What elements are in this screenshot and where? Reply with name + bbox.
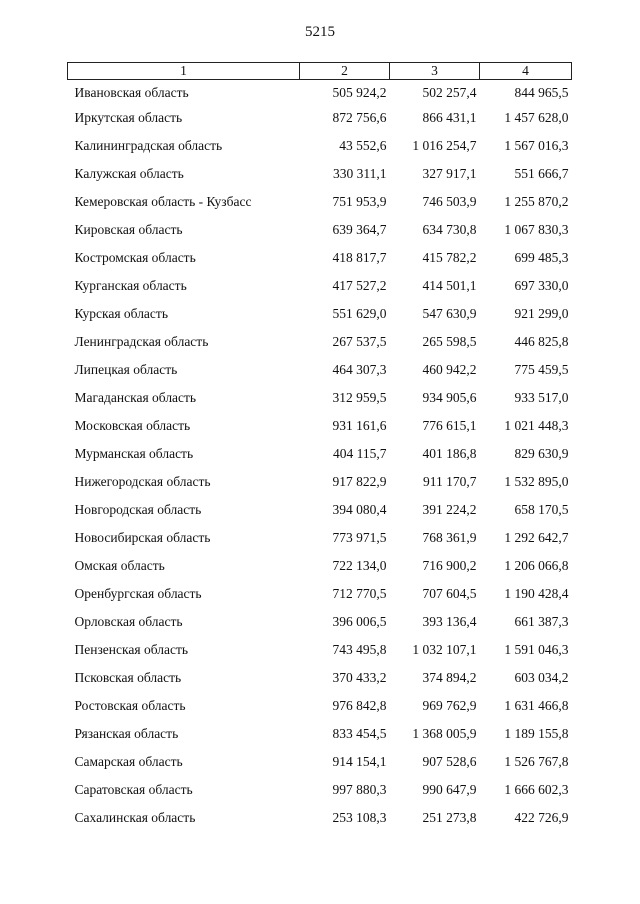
value-cell-col-4: 775 459,5 — [514, 362, 569, 377]
header-row — [68, 63, 572, 80]
value-cell-col-4: 1 021 448,3 — [504, 418, 569, 433]
table-row — [68, 132, 572, 160]
table-row — [68, 552, 572, 580]
column-header-4: 4 — [480, 63, 572, 80]
region-name-cell: Магаданская область — [74, 390, 197, 405]
table-row — [68, 440, 572, 468]
value-cell-col-2: 751 953,9 — [332, 194, 387, 209]
table-row — [68, 216, 572, 244]
region-name-cell: Самарская область — [74, 754, 183, 769]
value-cell-col-4: 844 965,5 — [514, 85, 569, 100]
value-cell-col-3: 502 257,4 — [422, 85, 477, 100]
value-cell-col-2: 997 880,3 — [332, 782, 387, 797]
value-cell-col-4: 1 567 016,3 — [504, 138, 569, 153]
value-cell-col-3: 969 762,9 — [422, 698, 477, 713]
value-cell-col-4: 1 189 155,8 — [504, 726, 569, 741]
value-cell-col-3: 776 615,1 — [422, 418, 477, 433]
table-row — [68, 384, 572, 412]
value-cell-col-2: 917 822,9 — [332, 474, 387, 489]
value-cell-col-3: 746 503,9 — [422, 194, 477, 209]
value-cell-col-3: 327 917,1 — [422, 166, 477, 181]
value-cell-col-4: 1 255 870,2 — [504, 194, 569, 209]
region-name-cell: Ростовская область — [74, 698, 186, 713]
value-cell-col-4: 1 292 642,7 — [504, 530, 569, 545]
value-cell-col-3: 415 782,2 — [422, 250, 477, 265]
value-cell-col-4: 1 666 602,3 — [504, 782, 569, 797]
table-row — [68, 776, 572, 804]
region-name-cell: Липецкая область — [74, 362, 178, 377]
value-cell-col-2: 505 924,2 — [332, 85, 387, 100]
region-name-cell: Иркутская область — [74, 110, 183, 125]
value-cell-col-4: 699 485,3 — [514, 250, 569, 265]
column-header-1: 1 — [68, 63, 300, 80]
value-cell-col-2: 712 770,5 — [332, 586, 387, 601]
table-row — [68, 104, 572, 132]
value-cell-col-3: 460 942,2 — [422, 362, 477, 377]
table-row — [68, 580, 572, 608]
table-row — [68, 468, 572, 496]
value-cell-col-4: 697 330,0 — [514, 278, 569, 293]
value-cell-col-3: 866 431,1 — [422, 110, 477, 125]
region-name-cell: Московская область — [74, 418, 191, 433]
value-cell-col-2: 312 959,5 — [332, 390, 387, 405]
value-cell-col-2: 743 495,8 — [332, 642, 387, 657]
value-cell-col-2: 833 454,5 — [332, 726, 387, 741]
value-cell-col-4: 1 206 066,8 — [504, 558, 569, 573]
value-cell-col-2: 639 364,7 — [332, 222, 387, 237]
value-cell-col-3: 1 016 254,7 — [412, 138, 477, 153]
table-row — [68, 496, 572, 524]
value-cell-col-3: 1 368 005,9 — [412, 726, 477, 741]
region-name-cell: Курская область — [74, 306, 168, 321]
column-header-3: 3 — [390, 63, 480, 80]
value-cell-col-4: 446 825,8 — [514, 334, 569, 349]
table-row — [68, 300, 572, 328]
value-cell-col-3: 374 894,2 — [422, 670, 477, 685]
value-cell-col-3: 707 604,5 — [422, 586, 477, 601]
value-cell-col-2: 267 537,5 — [332, 334, 387, 349]
region-name-cell: Рязанская область — [74, 726, 179, 741]
value-cell-col-2: 914 154,1 — [332, 754, 387, 769]
value-cell-col-3: 634 730,8 — [422, 222, 477, 237]
value-cell-col-3: 393 136,4 — [422, 614, 477, 629]
value-cell-col-2: 330 311,1 — [333, 166, 387, 181]
table-body — [68, 80, 572, 833]
value-cell-col-4: 658 170,5 — [514, 502, 569, 517]
value-cell-col-3: 990 647,9 — [422, 782, 477, 797]
region-name-cell: Сахалинская область — [74, 810, 196, 825]
region-name-cell: Новосибирская область — [74, 530, 211, 545]
value-cell-col-3: 251 273,8 — [422, 810, 477, 825]
value-cell-col-4: 1 532 895,0 — [504, 474, 569, 489]
region-name-cell: Кемеровская область - Кузбасс — [74, 194, 252, 209]
value-cell-col-4: 422 726,9 — [514, 810, 569, 825]
value-cell-col-4: 1 067 830,3 — [504, 222, 569, 237]
value-cell-col-2: 418 817,7 — [332, 250, 387, 265]
table-row — [68, 356, 572, 384]
value-cell-col-2: 370 433,2 — [332, 670, 387, 685]
table-header — [68, 63, 572, 80]
value-cell-col-2: 722 134,0 — [332, 558, 387, 573]
table-row — [68, 664, 572, 692]
table-row — [68, 160, 572, 188]
table-row — [68, 608, 572, 636]
region-name-cell: Кировская область — [74, 222, 183, 237]
value-cell-col-2: 43 552,6 — [339, 138, 387, 153]
region-name-cell: Мурманская область — [74, 446, 194, 461]
table-row — [68, 524, 572, 552]
table-row — [68, 188, 572, 216]
value-cell-col-2: 931 161,6 — [332, 418, 387, 433]
value-cell-col-2: 773 971,5 — [332, 530, 387, 545]
value-cell-col-4: 921 299,0 — [514, 306, 569, 321]
value-cell-col-4: 1 526 767,8 — [504, 754, 569, 769]
value-cell-col-3: 716 900,2 — [422, 558, 477, 573]
region-name-cell: Курганская область — [74, 278, 187, 293]
table-row — [68, 748, 572, 776]
region-name-cell: Костромская область — [74, 250, 196, 265]
region-name-cell: Новгородская область — [74, 502, 202, 517]
value-cell-col-3: 911 170,7 — [423, 474, 477, 489]
value-cell-col-4: 551 666,7 — [514, 166, 569, 181]
value-cell-col-2: 464 307,3 — [332, 362, 387, 377]
page-number: 5215 — [305, 24, 335, 40]
table-row — [68, 720, 572, 748]
region-name-cell: Псковская область — [74, 670, 182, 685]
value-cell-col-4: 661 387,3 — [514, 614, 569, 629]
region-name-cell: Ленинградская область — [74, 334, 209, 349]
value-cell-col-2: 253 108,3 — [332, 810, 387, 825]
value-cell-col-3: 547 630,9 — [422, 306, 477, 321]
value-cell-col-3: 907 528,6 — [422, 754, 477, 769]
value-cell-col-2: 872 756,6 — [332, 110, 387, 125]
data-table — [67, 62, 572, 832]
value-cell-col-4: 933 517,0 — [514, 390, 569, 405]
value-cell-col-2: 417 527,2 — [332, 278, 387, 293]
table-row — [68, 272, 572, 300]
region-name-cell: Калужская область — [74, 166, 184, 181]
value-cell-col-3: 768 361,9 — [422, 530, 477, 545]
table-row — [68, 328, 572, 356]
value-cell-col-3: 391 224,2 — [422, 502, 477, 517]
region-name-cell: Нижегородская область — [74, 474, 211, 489]
region-name-cell: Ивановская область — [74, 85, 189, 100]
region-name-cell: Оренбургская область — [74, 586, 202, 601]
value-cell-col-4: 1 190 428,4 — [504, 586, 569, 601]
value-cell-col-3: 414 501,1 — [422, 278, 477, 293]
column-header-2: 2 — [300, 63, 390, 80]
table-row — [68, 244, 572, 272]
value-cell-col-2: 396 006,5 — [332, 614, 387, 629]
value-cell-col-3: 1 032 107,1 — [412, 642, 477, 657]
region-name-cell: Пензенская область — [74, 642, 188, 657]
value-cell-col-4: 603 034,2 — [514, 670, 569, 685]
value-cell-col-3: 401 186,8 — [422, 446, 477, 461]
table-row — [68, 804, 572, 832]
value-cell-col-2: 976 842,8 — [332, 698, 387, 713]
value-cell-col-2: 404 115,7 — [333, 446, 387, 461]
region-name-cell: Омская область — [74, 558, 165, 573]
table-row — [68, 636, 572, 664]
value-cell-col-4: 1 457 628,0 — [504, 110, 569, 125]
table-row — [68, 692, 572, 720]
value-cell-col-4: 829 630,9 — [514, 446, 569, 461]
value-cell-col-3: 265 598,5 — [422, 334, 477, 349]
value-cell-col-2: 394 080,4 — [332, 502, 387, 517]
region-name-cell: Саратовская область — [74, 782, 193, 797]
table-row — [68, 412, 572, 440]
table-row — [68, 80, 572, 105]
value-cell-col-2: 551 629,0 — [332, 306, 387, 321]
region-name-cell: Орловская область — [74, 614, 183, 629]
value-cell-col-4: 1 591 046,3 — [504, 642, 569, 657]
region-name-cell: Калининградская область — [74, 138, 223, 153]
value-cell-col-4: 1 631 466,8 — [504, 698, 569, 713]
value-cell-col-3: 934 905,6 — [422, 390, 477, 405]
